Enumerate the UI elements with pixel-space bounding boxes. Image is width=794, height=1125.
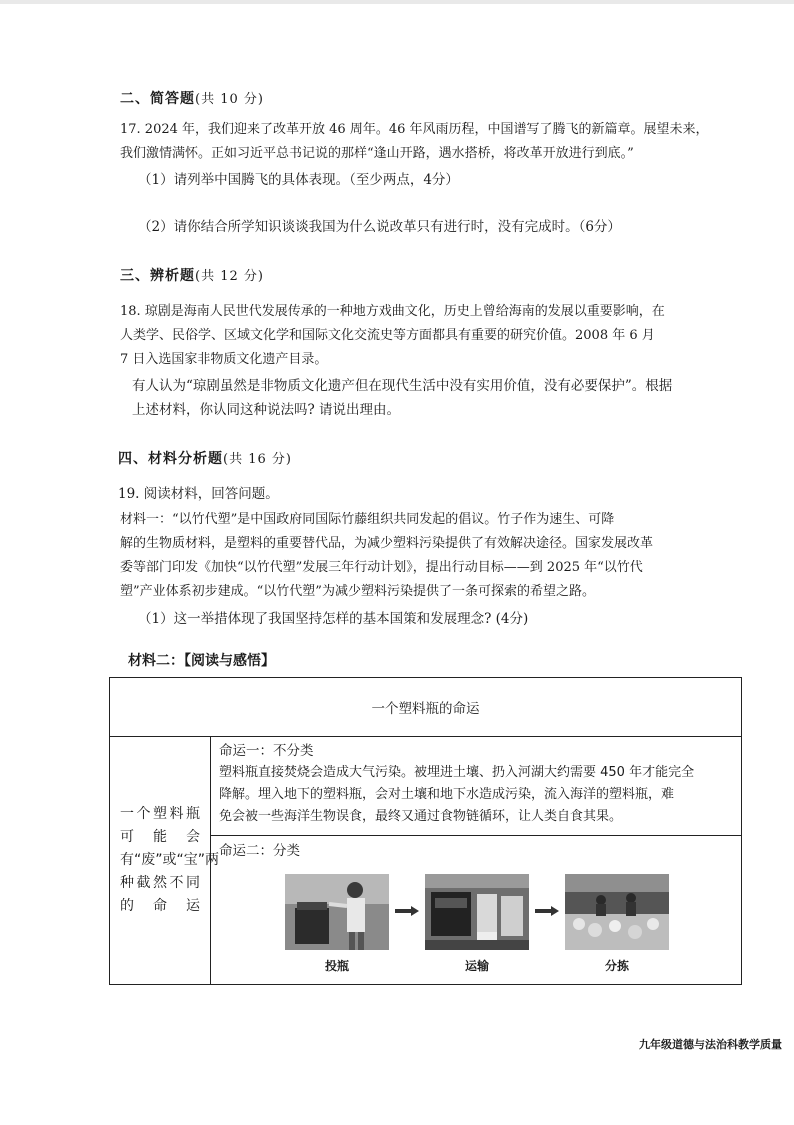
table-header: 一个塑料瓶的命运	[110, 678, 741, 737]
q19-intro: 19. 阅读材料，回答问题。	[118, 486, 279, 502]
q18-line: 7 日入选国家非物质文化遗产目录。	[120, 352, 328, 367]
truck-transport-photo	[425, 874, 529, 950]
person-throwing-bottle-photo	[285, 874, 389, 950]
question-17	[120, 118, 760, 166]
material-1-line: 解的生物质材料，是塑料的重要替代品，为减少塑料污染提供了有效解决途径。国家发展改革	[120, 536, 654, 551]
image-caption: 运输	[464, 959, 489, 973]
plastic-bottle-table	[109, 677, 742, 985]
arrow-right-icon	[535, 906, 559, 916]
q18-claim-line: 有人认为“琼剧虽然是非物质文化遗产但在现代生活中没有实用价值，没有必要保护”。根据	[132, 378, 673, 394]
sorting-line-photo	[565, 874, 669, 950]
section-4-name: 四、材料分析题	[118, 451, 223, 467]
q17-sub-question-1: （1）请列举中国腾飞的具体表现。（至少两点，4分）	[138, 172, 459, 188]
section-3-name: 三、辨析题	[120, 268, 195, 284]
fate-1-cell	[211, 736, 741, 836]
q19-material-2-label: 材料二：【阅读与感悟】	[128, 653, 275, 669]
q19-sub-question-1: （1）这一举措体现了我国坚持怎样的基本国策和发展理念? (4分)	[138, 611, 529, 627]
scan-top-edge	[0, 0, 794, 4]
q18-claim	[132, 374, 752, 422]
q19-material-1	[120, 508, 760, 604]
q17-line: 我们激情满怀。正如习近平总书记说的那样“逢山开路，遇水搭桥，将改革开放进行到底。”	[120, 146, 634, 161]
table-left-cell	[110, 736, 220, 984]
material-1-line: 材料一：“以竹代塑”是中国政府同国际竹藤组织共同发起的倡议。竹子作为速生、可降	[120, 512, 615, 527]
section-3-points: (共 12 分)	[195, 269, 264, 284]
section-4-points: (共 16 分)	[223, 452, 292, 467]
fate-2-cell	[211, 836, 741, 984]
fate-2-title: 命运二：分类	[219, 843, 300, 859]
q18-line: 18. 琼剧是海南人民世代发展传承的一种地方戏曲文化，历史上曾给海南的发展以重要影响，在	[120, 304, 665, 319]
arrow-right-icon	[395, 906, 419, 916]
q17-line: 17. 2024 年，我们迎来了改革开放 46 周年。46 年风雨历程，中国谱写了腾飞的新篇章。展望未来，	[120, 122, 709, 137]
section-2-name: 二、简答题	[120, 91, 195, 107]
fate-1-line: 塑料瓶直接焚烧会造成大气污染。被埋进土壤、扔入河湖大约需要 450 年才能完全	[219, 765, 695, 780]
q18-claim-line: 上述材料，你认同这种说法吗? 请说出理由。	[132, 402, 401, 418]
table-left-label: 一个塑料瓶可能会有“废”或“宝”两种截然不同的命运	[120, 805, 220, 914]
section-3-title	[120, 265, 740, 285]
image-caption: 分拣	[604, 959, 629, 973]
fate-1-line: 降解。埋入地下的塑料瓶，会对土壤和地下水造成污染，流入海洋的塑料瓶，难	[219, 787, 675, 802]
fate-1-title: 命运一：不分类	[219, 743, 314, 759]
fate-1-line: 免会被一些海洋生物误食，最终又通过食物链循环，让人类自食其果。	[219, 809, 623, 824]
q18-line: 人类学、民俗学、区域文化学和国际文化交流史等方面都具有重要的研究价值。2008 年 6 月	[120, 328, 655, 343]
question-18	[120, 300, 760, 372]
section-2-points: (共 10 分)	[195, 92, 264, 107]
material-1-line: 委等部门印发《加快“以竹代塑”发展三年行动计划》，提出行动目标——到 2025 年“以竹代	[120, 560, 643, 575]
page-footer: 九年级道德与法治科教学质量	[639, 1038, 782, 1051]
section-4-title	[118, 448, 738, 468]
q17-sub-question-2: （2）请你结合所学知识谈谈我国为什么说改革只有进行时，没有完成时。（6分）	[138, 219, 621, 235]
section-2-title	[120, 88, 740, 108]
image-caption: 投瓶	[324, 959, 349, 973]
material-1-line: 塑”产业体系初步建成。“以竹代塑”为减少塑料污染提供了一条可探索的希望之路。	[120, 584, 595, 599]
